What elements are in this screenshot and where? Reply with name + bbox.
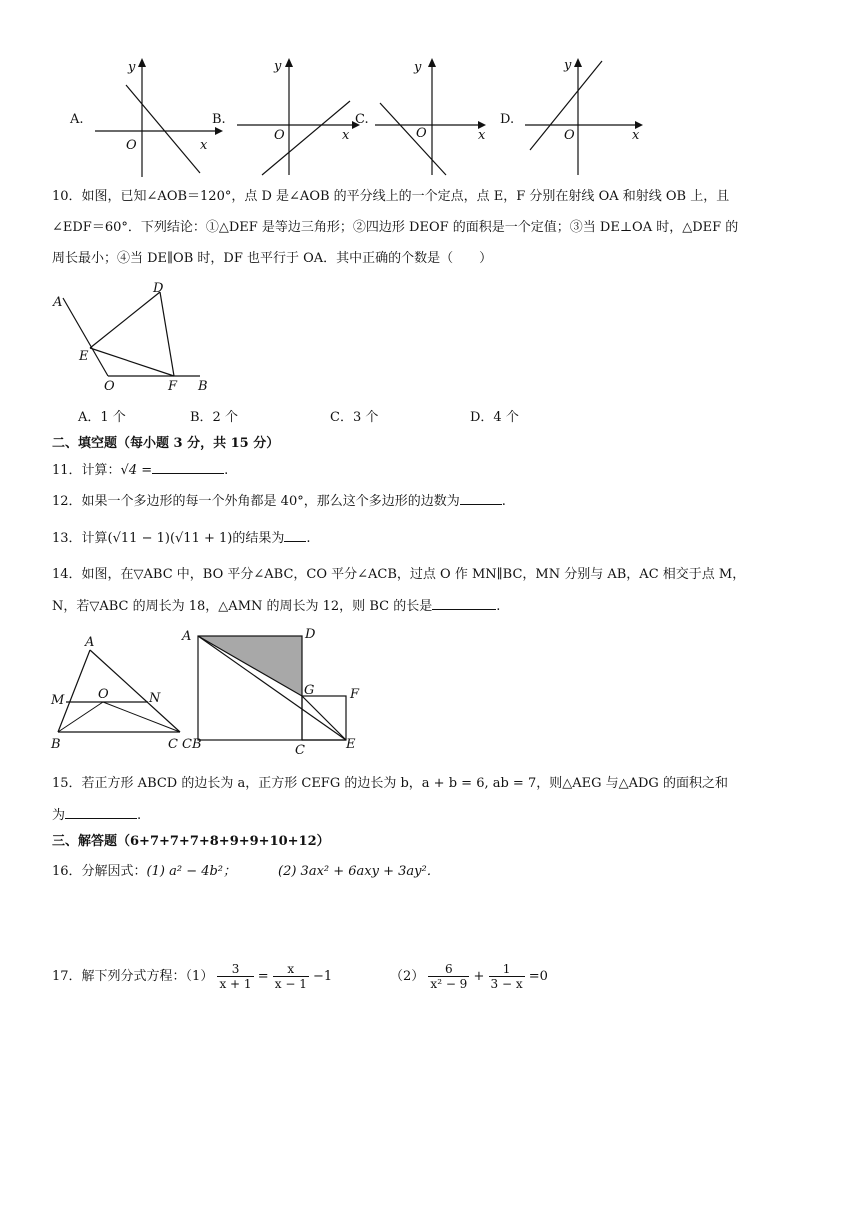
q10-figure xyxy=(50,278,225,396)
q14-sq-a: A xyxy=(182,629,192,644)
q14-blank xyxy=(432,597,496,610)
q16-part1: (1) a² − 4b²； xyxy=(146,864,237,879)
q13-prefix: 13．计算 xyxy=(52,531,108,546)
q15-end: . xyxy=(137,808,142,823)
q12-suffix: . xyxy=(501,494,506,509)
q17-2-op: + xyxy=(473,969,485,984)
section-3-title: 三、解答题（6+7+7+7+8+9+9+10+12） xyxy=(52,834,330,849)
q14-tri-o: O xyxy=(98,687,109,702)
q9-c-line xyxy=(380,103,446,175)
q12 xyxy=(52,492,506,511)
q17-1-tail: −1 xyxy=(312,969,333,984)
q16 xyxy=(52,863,236,881)
q14-sq-cb: CB xyxy=(182,737,202,752)
q9-d-y: y xyxy=(564,58,572,73)
q9-d-x: x xyxy=(632,128,640,143)
q14-line-2: N，若▽ABC 的周长为 18，△AMN 的周长为 12，则 BC 的长是 xyxy=(52,599,433,614)
q10-pt-b: B xyxy=(198,379,208,394)
q10-line-2: ∠EDF＝60°．下列结论：①△DEF 是等边三角形；②四边形 DEOF 的面积是一个定值；③当 DE⊥OA 时，△DEF 的 xyxy=(52,220,739,235)
q14-squares-figure xyxy=(180,624,365,756)
q13 xyxy=(52,529,311,548)
q15-line-2: 为 xyxy=(52,808,66,823)
q16-part2: (2) 3ax² + 6axy + 3ay²． xyxy=(278,864,440,879)
q10-pt-d: D xyxy=(153,281,164,296)
q17-1-op: = xyxy=(257,969,269,984)
q14-end: . xyxy=(496,599,501,614)
q11-math: √4 = xyxy=(120,463,153,478)
q9-option-d-label: D. xyxy=(500,112,515,127)
q9-b-y: y xyxy=(274,59,282,74)
q16-prefix: 16．分解因式： xyxy=(52,864,147,879)
q9-a-y: y xyxy=(128,60,136,75)
q11-blank xyxy=(152,461,224,474)
q14-sq-f: F xyxy=(350,687,360,702)
q17-part-2 xyxy=(390,960,548,994)
q13-blank xyxy=(284,529,306,542)
q12-text: 12．如果一个多边形的每一个外角都是 40°，那么这个多边形的边数为 xyxy=(52,494,460,509)
q9-graph-c xyxy=(370,55,500,180)
q10-line-3: 周长最小；④当 DE∥OB 时，DF 也平行于 OA．其中正确的个数是（ ） xyxy=(52,251,493,266)
q9-graph-d xyxy=(520,55,650,180)
q10-pt-o: O xyxy=(104,379,115,394)
q17-2-frac-right: $\frac{1}{3 - x}$ xyxy=(490,962,523,991)
q14-sq-d: D xyxy=(305,627,316,642)
q9-b-o: O xyxy=(274,128,285,143)
q14-sq-g: G xyxy=(304,683,315,698)
q14-triangle-figure xyxy=(48,630,188,752)
q17-prefix: 17．解下列分式方程：（1） xyxy=(52,969,214,984)
q11-prefix: 11．计算： xyxy=(52,463,121,478)
q14-tri-b: B xyxy=(51,737,61,752)
q17-2-frac-left: $\frac{6}{\text{x² − 9}}$ xyxy=(430,962,468,991)
q14-tri-a: A xyxy=(85,635,95,650)
q9-graph-a xyxy=(90,55,220,180)
q9-a-x: x xyxy=(200,138,208,153)
q10-pt-f: F xyxy=(168,379,178,394)
q10-pt-e: E xyxy=(79,349,89,364)
q14-line-1: 14．如图，在▽ABC 中，BO 平分∠ABC，CO 平分∠ACB，过点 O 作 MN∥BC，MN 分别与 AB，AC 相交于点 M， xyxy=(52,567,746,582)
q17-2-label: （2） xyxy=(390,969,425,984)
q12-blank xyxy=(460,492,502,505)
q9-b-x: x xyxy=(342,128,350,143)
q10-choice-a: A．1 个 xyxy=(78,410,126,425)
q14-sq-e: E xyxy=(346,737,356,752)
q9-option-b-label: B. xyxy=(212,112,226,127)
q9-option-c-label: C. xyxy=(355,112,369,127)
q17 xyxy=(52,960,332,994)
q15-line-1: 15．若正方形 ABCD 的边长为 a，正方形 CEFG 的边长为 b，a + b = 6, ab = 7，则△AEG 与△ADG 的面积之和 xyxy=(52,776,728,791)
q11 xyxy=(52,461,228,480)
q17-2-tail: =0 xyxy=(528,969,548,984)
q9-c-o: O xyxy=(416,126,427,141)
q17-1-frac-left: $\frac{3}{x + 1}$ xyxy=(219,962,252,991)
q10-choice-b: B．2 个 xyxy=(190,410,238,425)
q13-end: . xyxy=(306,531,311,546)
q9-a-line xyxy=(126,85,200,173)
q10-line-1: 10．如图，已知∠AOB＝120°，点 D 是∠AOB 的平分线上的一个定点，点 E，F 分别在射线 OA 和射线 OB 上，且 xyxy=(52,189,730,204)
q9-graph-b xyxy=(232,55,362,180)
q9-option-a-label: A. xyxy=(70,112,84,127)
q14-tri-c: C xyxy=(168,737,178,752)
q14-line-2-wrap xyxy=(52,597,500,616)
q11-suffix: . xyxy=(224,463,229,478)
q15-line-2-wrap xyxy=(52,806,141,825)
q10-pt-a: A xyxy=(53,295,63,310)
q14-tri-m: M xyxy=(51,693,65,708)
q17-1-frac-right: $\frac{x}{x - 1}$ xyxy=(274,962,307,991)
q10-choice-d: D．4 个 xyxy=(470,410,519,425)
q9-c-y: y xyxy=(414,60,422,75)
q14-tri-n: N xyxy=(149,691,161,706)
q14-sq-c: C xyxy=(295,743,305,758)
q9-a-o: O xyxy=(126,138,137,153)
q13-suffix: 的结果为 xyxy=(232,531,285,546)
q9-c-x: x xyxy=(478,128,486,143)
q9-d-o: O xyxy=(564,128,575,143)
q13-math: (√11 − 1)(√11 + 1) xyxy=(107,531,233,546)
q15-blank xyxy=(65,806,137,819)
q10-choice-c: C．3 个 xyxy=(330,410,379,425)
section-2-title: 二、填空题（每小题 3 分，共 15 分） xyxy=(52,436,280,451)
